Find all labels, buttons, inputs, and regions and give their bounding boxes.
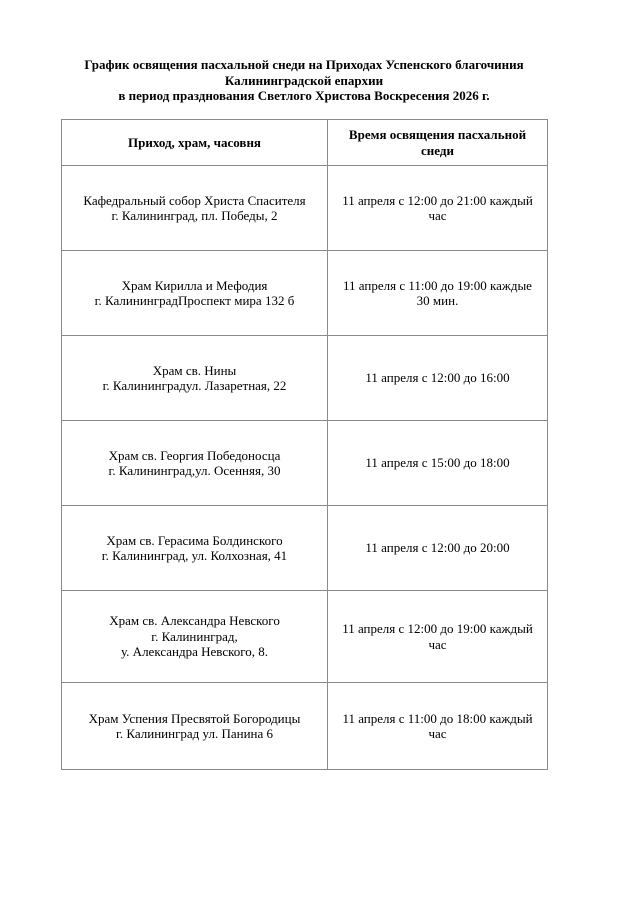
parish-address-line: г. КалининградПроспект мира 132 б bbox=[94, 293, 295, 308]
schedule-table bbox=[61, 119, 548, 770]
doc-title bbox=[61, 57, 547, 104]
time-cell: 11 апреля с 11:00 до 18:00 каждый час bbox=[328, 683, 548, 770]
parish-cell bbox=[62, 336, 328, 421]
doc-title-line: Калининградской епархии bbox=[224, 72, 384, 88]
table-header-row bbox=[62, 120, 548, 166]
doc-title-line: График освящения пасхальной снеди на Приходах Успенского благочиния bbox=[84, 57, 524, 72]
doc-title-line: в период празднования Светлого Христова Воскресения 2026 г. bbox=[118, 88, 490, 103]
parish-name-line: Храм св. Нины bbox=[152, 362, 237, 378]
time-cell: 11 апреля с 12:00 до 20:00 bbox=[328, 506, 548, 591]
time-cell: 11 апреля с 12:00 до 21:00 каждый час bbox=[328, 166, 548, 251]
parish-name-line: Храм Успения Пресвятой Богородицы bbox=[88, 710, 301, 726]
parish-address-line: г. Калининград, пл. Победы, 2 bbox=[111, 208, 278, 223]
parish-name-line: Храм Кирилла и Мефодия bbox=[121, 277, 268, 293]
table-header-parish: Приход, храм, часовня bbox=[62, 120, 328, 166]
parish-name-line: Кафедральный собор Христа Спасителя bbox=[83, 192, 306, 208]
table-header-time: Время освящения пасхальной снеди bbox=[328, 120, 548, 166]
table-row bbox=[62, 421, 548, 506]
table-row bbox=[62, 336, 548, 421]
table-row bbox=[62, 683, 548, 770]
table-row bbox=[62, 251, 548, 336]
parish-address-line: г. Калининград,ул. Осенняя, 30 bbox=[108, 463, 281, 478]
table-row bbox=[62, 591, 548, 683]
time-cell: 11 апреля с 11:00 до 19:00 каждые 30 мин. bbox=[328, 251, 548, 336]
parish-address-line: г. Калининград ул. Панина 6 bbox=[116, 726, 273, 741]
parish-address-line: у. Александра Невского, 8. bbox=[120, 644, 269, 660]
table-row bbox=[62, 506, 548, 591]
parish-cell bbox=[62, 506, 328, 591]
parish-name-line: Храм св. Александра Невского bbox=[109, 613, 280, 629]
parish-address-line: г. Калининград, bbox=[151, 628, 238, 644]
parish-cell bbox=[62, 683, 328, 770]
parish-cell bbox=[62, 166, 328, 251]
time-cell: 11 апреля с 12:00 до 16:00 bbox=[328, 336, 548, 421]
time-cell: 11 апреля с 12:00 до 19:00 каждый час bbox=[328, 591, 548, 683]
table-row bbox=[62, 166, 548, 251]
parish-cell bbox=[62, 251, 328, 336]
parish-address-line: г. Калининградул. Лазаретная, 22 bbox=[102, 378, 287, 393]
parish-address-line: г. Калининград, ул. Колхозная, 41 bbox=[101, 548, 288, 563]
parish-cell bbox=[62, 591, 328, 683]
parish-cell bbox=[62, 421, 328, 506]
time-cell: 11 апреля с 15:00 до 18:00 bbox=[328, 421, 548, 506]
parish-name-line: Храм св. Герасима Болдинского bbox=[106, 532, 283, 548]
parish-name-line: Храм св. Георгия Победоносца bbox=[108, 447, 281, 463]
